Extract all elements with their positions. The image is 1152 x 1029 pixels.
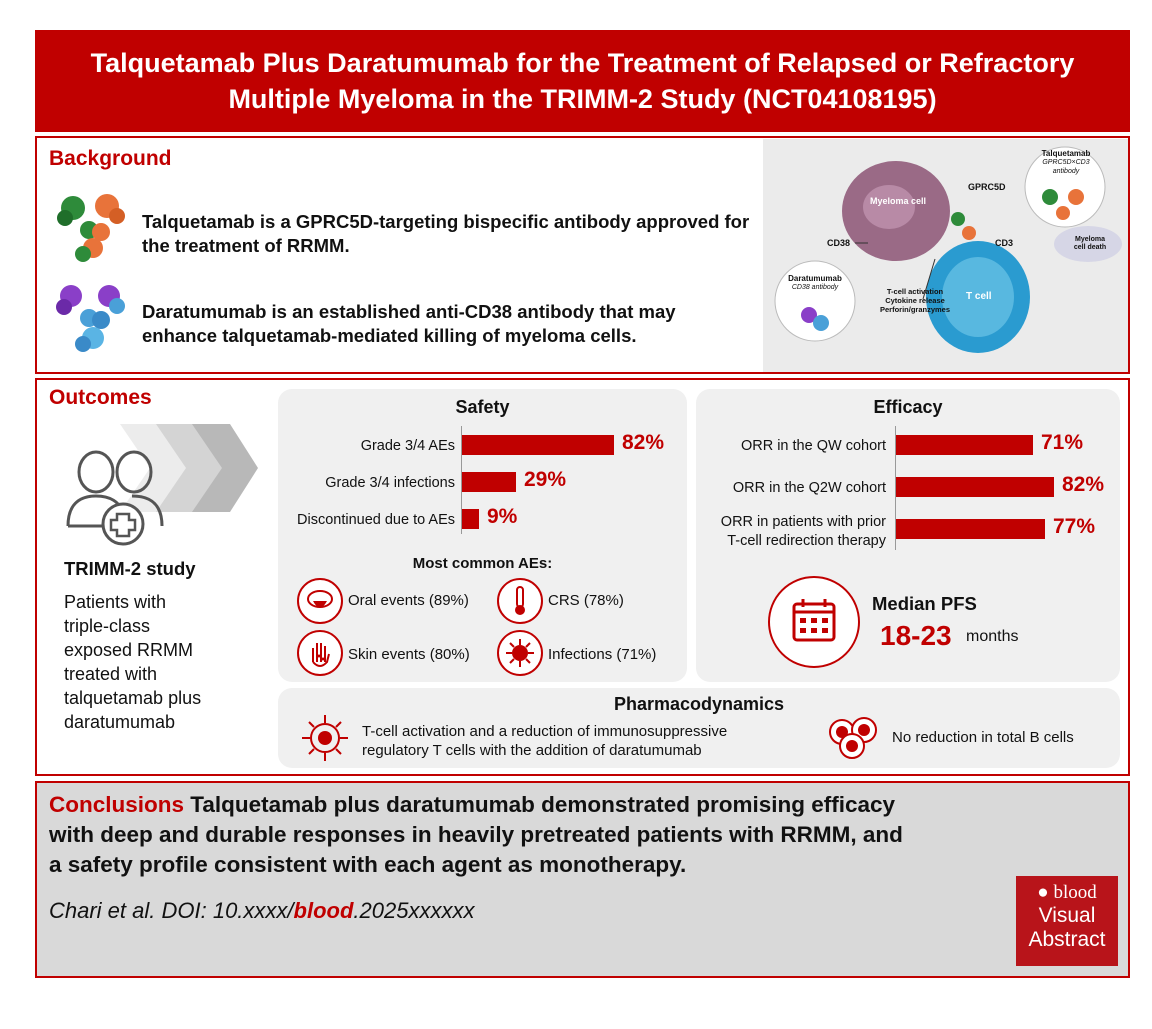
mechanism-list bbox=[870, 287, 960, 314]
bar bbox=[896, 435, 1033, 455]
bar-label-line: ORR in the Q2W cohort bbox=[732, 480, 886, 496]
virus-icon bbox=[497, 630, 543, 676]
b-cells-icon bbox=[826, 716, 884, 760]
bar bbox=[462, 435, 614, 455]
study-desc-line: Patients with bbox=[64, 592, 167, 612]
t-cell-activation-icon bbox=[299, 712, 351, 764]
daratumumab-inset-sub: CD38 antibody bbox=[791, 284, 839, 291]
citation-suffix: .2025xxxxxx bbox=[353, 898, 475, 923]
myeloma-death-label: Myeloma cell death bbox=[1073, 236, 1107, 251]
bar-label-line: T-cell redirection therapy bbox=[727, 533, 886, 549]
cd38-label: CD38 bbox=[827, 238, 851, 248]
bar bbox=[896, 477, 1054, 497]
pd-item-b-cells: No reduction in total B cells bbox=[892, 729, 1074, 746]
study-desc-line: daratumumab bbox=[64, 712, 176, 732]
talquetamab-inset-title: Talquetamab bbox=[1041, 149, 1091, 158]
pd-item-t-cell bbox=[362, 722, 727, 760]
study-desc-line: talquetamab plus bbox=[64, 688, 202, 708]
mechanism-item: Cytokine release bbox=[885, 296, 945, 305]
bar-label bbox=[270, 474, 455, 493]
outcomes-heading: Outcomes bbox=[49, 386, 152, 409]
pfs-circle bbox=[768, 576, 860, 668]
bar-label-line: ORR in patients with prior bbox=[720, 514, 886, 530]
logo-line: Abstract bbox=[1028, 928, 1106, 951]
patients-icon bbox=[62, 446, 170, 550]
ae-crs: CRS (78%) bbox=[548, 592, 624, 609]
cd3-label: CD3 bbox=[995, 238, 1014, 248]
bar-label-line: Grade 3/4 AEs bbox=[360, 438, 455, 454]
pd-item-line: T-cell activation and a reduction of immunosuppressive bbox=[362, 723, 728, 740]
gprc5d-label: GPRC5D bbox=[968, 182, 1006, 192]
bar-value-label: 29% bbox=[524, 468, 567, 491]
daratumumab-antibody-icon bbox=[55, 282, 130, 357]
bar-value-label: 77% bbox=[1053, 515, 1096, 538]
citation[interactable] bbox=[49, 898, 474, 924]
logo-line: Visual bbox=[1038, 904, 1096, 927]
common-aes-title: Most common AEs: bbox=[412, 555, 553, 572]
title-banner bbox=[35, 30, 1130, 132]
conclusions-line: Talquetamab plus daratumumab demonstrated promising efficacy bbox=[190, 792, 896, 817]
talquetamab-antibody-icon bbox=[55, 192, 130, 267]
bar-label-line: Grade 3/4 infections bbox=[325, 475, 455, 491]
bar-value-label: 71% bbox=[1041, 431, 1084, 454]
bar-label bbox=[270, 437, 455, 456]
citation-prefix: Chari et al. DOI: 10.xxxx/ bbox=[49, 898, 294, 923]
bar bbox=[462, 509, 479, 529]
hand-icon bbox=[297, 630, 343, 676]
daratumumab-inset-title: Daratumumab bbox=[788, 274, 842, 283]
page-title: Talquetamab Plus Daratumumab for the Treatment of Relapsed or Refractory Multiple Myeloma in the TRIMM-2 Study (NCT04108195) bbox=[90, 48, 1075, 114]
talquetamab-inset-label bbox=[1033, 149, 1099, 176]
ae-infections: Infections (71%) bbox=[548, 646, 657, 663]
study-desc-line: treated with bbox=[64, 664, 158, 684]
bar bbox=[896, 519, 1045, 539]
t-cell-label: T cell bbox=[966, 291, 992, 302]
logo-brand bbox=[1016, 882, 1118, 904]
bar-label bbox=[680, 513, 886, 551]
mechanism-item: T-cell activation bbox=[886, 287, 944, 296]
efficacy-title: Efficacy bbox=[873, 397, 943, 417]
citation-journal: blood bbox=[293, 898, 354, 923]
pfs-unit: months bbox=[966, 628, 1019, 645]
bar-label bbox=[680, 437, 886, 456]
mechanism-item: Perforin/granzymes bbox=[879, 305, 951, 314]
pfs-value: 18-23 bbox=[880, 620, 952, 651]
pfs-title: Median PFS bbox=[872, 593, 977, 614]
study-desc-line: exposed RRMM bbox=[64, 640, 194, 660]
daratumumab-inset-label bbox=[780, 274, 850, 292]
bar-label-line: Discontinued due to AEs bbox=[297, 512, 455, 528]
conclusions-text bbox=[49, 790, 1109, 880]
mechanism-illustration bbox=[763, 139, 1128, 372]
bar bbox=[462, 472, 516, 492]
talquetamab-inset-sub: GPRC5D×CD3 antibody bbox=[1042, 159, 1090, 175]
pharmacodynamics-title: Pharmacodynamics bbox=[613, 694, 785, 714]
logo-mark-icon: ● bbox=[1037, 882, 1049, 903]
background-item-talquetamab: Talquetamab is a GPRC5D-targeting bispecific antibody approved for the treatment of RRMM. bbox=[142, 211, 750, 256]
conclusions-label: Conclusions bbox=[49, 792, 185, 817]
study-description bbox=[64, 590, 201, 734]
mouth-icon bbox=[297, 578, 343, 624]
pd-item-line: regulatory T cells with the addition of daratumumab bbox=[362, 742, 702, 759]
conclusions-line: a safety profile consistent with each agent as monotherapy. bbox=[49, 852, 687, 877]
conclusions-line: with deep and durable responses in heavily pretreated patients with RRMM, and bbox=[49, 822, 903, 847]
bar-label-line: ORR in the QW cohort bbox=[740, 438, 886, 454]
blood-visual-abstract-logo bbox=[1016, 876, 1118, 966]
study-title: TRIMM-2 study bbox=[64, 558, 196, 579]
background-heading: Background bbox=[49, 147, 172, 170]
thermometer-icon bbox=[497, 578, 543, 624]
safety-title: Safety bbox=[455, 397, 510, 417]
bar-label bbox=[270, 511, 455, 530]
calendar-icon bbox=[770, 578, 858, 666]
bar-value-label: 9% bbox=[487, 505, 518, 528]
myeloma-cell-label: Myeloma cell bbox=[870, 196, 927, 206]
background-item-daratumumab: Daratumumab is an established anti-CD38 antibody that may enhance talquetamab-mediated killing of myeloma cells. bbox=[142, 301, 676, 346]
ae-skin: Skin events (80%) bbox=[348, 646, 470, 663]
bar-value-label: 82% bbox=[1062, 473, 1105, 496]
bar-value-label: 82% bbox=[622, 431, 665, 454]
logo-brand-text: blood bbox=[1053, 882, 1097, 903]
ae-oral: Oral events (89%) bbox=[348, 592, 469, 609]
bar-label bbox=[680, 479, 886, 498]
study-desc-line: triple-class bbox=[64, 616, 151, 636]
